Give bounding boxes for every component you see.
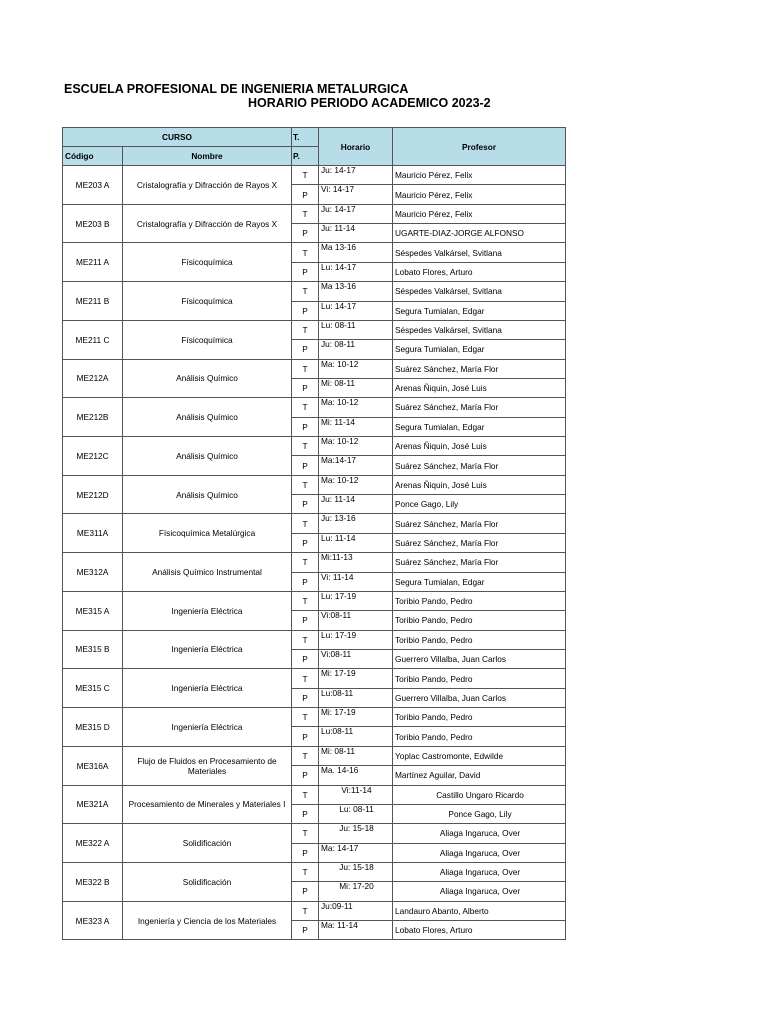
course-name: Flujo de Fluidos en Procesamiento de Materiales bbox=[123, 746, 292, 785]
session-type: T bbox=[292, 282, 319, 301]
session-type: T bbox=[292, 398, 319, 417]
school-title: ESCUELA PROFESIONAL DE INGENIERIA METALURGICA bbox=[64, 82, 409, 96]
course-code: ME315 D bbox=[63, 708, 123, 747]
course-name: Físicoquímica bbox=[123, 282, 292, 321]
professor-name: Mauricio Pérez, Felix bbox=[393, 166, 566, 185]
professor-name: Suárez Sánchez, María Flor bbox=[393, 359, 566, 378]
session-type: P bbox=[292, 533, 319, 552]
session-type: T bbox=[292, 204, 319, 223]
session-type: P bbox=[292, 572, 319, 591]
professor-name: Segura Tumialan, Edgar bbox=[393, 572, 566, 591]
professor-name: Suárez Sánchez, María Flor bbox=[393, 456, 566, 475]
professor-name: Toribio Pando, Pedro bbox=[393, 669, 566, 688]
session-type: P bbox=[292, 340, 319, 359]
table-row bbox=[63, 437, 566, 456]
professor-name: Suárez Sánchez, María Flor bbox=[393, 533, 566, 552]
professor-name: Landauro Abanto, Alberto bbox=[393, 901, 566, 920]
professor-name: Toribio Pando, Pedro bbox=[393, 727, 566, 746]
schedule-time: Lu: 17-19 bbox=[319, 630, 393, 649]
professor-name: Séspedes Valkársel, Svitlana bbox=[393, 282, 566, 301]
professor-name: Segura Tumialan, Edgar bbox=[393, 340, 566, 359]
professor-name: Castillo Ungaro Ricardo bbox=[393, 785, 566, 804]
professor-name: Toribio Pando, Pedro bbox=[393, 611, 566, 630]
session-type: T bbox=[292, 630, 319, 649]
schedule-time: Mi:11-13 bbox=[319, 553, 393, 572]
course-name: Cristalografía y Difracción de Rayos X bbox=[123, 204, 292, 243]
session-type: T bbox=[292, 669, 319, 688]
schedule-time: Ma 13-16 bbox=[319, 282, 393, 301]
session-type: T bbox=[292, 475, 319, 494]
session-type: P bbox=[292, 921, 319, 940]
session-type: T bbox=[292, 437, 319, 456]
header-horario: Horario bbox=[319, 128, 393, 166]
table-row bbox=[63, 204, 566, 223]
professor-name: Martínez Aguilar, David bbox=[393, 766, 566, 785]
course-name: Ingeniería y Ciencia de los Materiales bbox=[123, 901, 292, 940]
professor-name: Aliaga Ingaruca, Over bbox=[393, 824, 566, 843]
course-name: Ingeniería Eléctrica bbox=[123, 591, 292, 630]
professor-name: Suárez Sánchez, María Flor bbox=[393, 553, 566, 572]
professor-name: Yoplac Castromonte, Edwilde bbox=[393, 746, 566, 765]
professor-name: Toribio Pando, Pedro bbox=[393, 630, 566, 649]
table-row bbox=[63, 862, 566, 881]
schedule-time: Ma: 11-14 bbox=[319, 921, 393, 940]
session-type: T bbox=[292, 824, 319, 843]
course-name: Análisis Químico bbox=[123, 437, 292, 476]
table-row bbox=[63, 901, 566, 920]
header-curso: CURSO bbox=[63, 128, 292, 147]
course-name: Cristalografía y Difracción de Rayos X bbox=[123, 166, 292, 205]
table-row bbox=[63, 553, 566, 572]
session-type: T bbox=[292, 785, 319, 804]
course-name: Análisis Químico bbox=[123, 398, 292, 437]
table-row bbox=[63, 785, 566, 804]
course-code: ME322 A bbox=[63, 824, 123, 863]
course-name: Ingeniería Eléctrica bbox=[123, 669, 292, 708]
schedule-time: Ju: 14-17 bbox=[319, 204, 393, 223]
professor-name: Mauricio Pérez, Felix bbox=[393, 185, 566, 204]
session-type: T bbox=[292, 901, 319, 920]
session-type: P bbox=[292, 649, 319, 668]
table-row bbox=[63, 514, 566, 533]
schedule-time: Ju: 13-16 bbox=[319, 514, 393, 533]
session-type: P bbox=[292, 262, 319, 281]
session-type: P bbox=[292, 804, 319, 823]
table-row bbox=[63, 166, 566, 185]
schedule-time: Ju:09-11 bbox=[319, 901, 393, 920]
course-name: Solidificación bbox=[123, 862, 292, 901]
course-code: ME311A bbox=[63, 514, 123, 553]
course-name: Análisis Químico bbox=[123, 359, 292, 398]
session-type: P bbox=[292, 378, 319, 397]
header-profesor: Profesor bbox=[393, 128, 566, 166]
professor-name: Toribio Pando, Pedro bbox=[393, 708, 566, 727]
professor-name: Ponce Gago, Lily bbox=[393, 804, 566, 823]
course-code: ME315 A bbox=[63, 591, 123, 630]
header-t: T. bbox=[292, 128, 319, 147]
session-type: T bbox=[292, 320, 319, 339]
session-type: P bbox=[292, 224, 319, 243]
table-row bbox=[63, 630, 566, 649]
schedule-time: Vi: 14-17 bbox=[319, 185, 393, 204]
course-code: ME321A bbox=[63, 785, 123, 824]
schedule-time: Ma 13-16 bbox=[319, 243, 393, 262]
schedule-title: HORARIO PERIODO ACADEMICO 2023-2 bbox=[248, 96, 491, 110]
schedule-time: Lu: 17-19 bbox=[319, 591, 393, 610]
course-code: ME203 A bbox=[63, 166, 123, 205]
table-row bbox=[63, 591, 566, 610]
session-type: P bbox=[292, 301, 319, 320]
professor-name: Segura Tumialan, Edgar bbox=[393, 301, 566, 320]
course-name: Ingeniería Eléctrica bbox=[123, 708, 292, 747]
schedule-table bbox=[62, 127, 566, 940]
table-row bbox=[63, 475, 566, 494]
table-row bbox=[63, 320, 566, 339]
course-code: ME322 B bbox=[63, 862, 123, 901]
professor-name: Arenas Ñiquin, José Luis bbox=[393, 475, 566, 494]
session-type: T bbox=[292, 243, 319, 262]
schedule-time: Ma: 10-12 bbox=[319, 475, 393, 494]
schedule-time: Ju: 15-18 bbox=[319, 862, 393, 881]
schedule-time: Mi: 08-11 bbox=[319, 746, 393, 765]
course-code: ME203 B bbox=[63, 204, 123, 243]
course-code: ME211 B bbox=[63, 282, 123, 321]
table-row bbox=[63, 243, 566, 262]
course-code: ME312A bbox=[63, 553, 123, 592]
schedule-time: Vi:11-14 bbox=[319, 785, 393, 804]
session-type: P bbox=[292, 495, 319, 514]
table-row bbox=[63, 669, 566, 688]
schedule-time: Ma. 14-16 bbox=[319, 766, 393, 785]
professor-name: Ponce Gago, Lily bbox=[393, 495, 566, 514]
course-name: Físicoquímica bbox=[123, 243, 292, 282]
session-type: P bbox=[292, 727, 319, 746]
professor-name: Arenas Ñiquin, José Luis bbox=[393, 437, 566, 456]
course-code: ME315 C bbox=[63, 669, 123, 708]
professor-name: Lobato Flores, Arturo bbox=[393, 921, 566, 940]
schedule-time: Ju: 15-18 bbox=[319, 824, 393, 843]
professor-name: Suárez Sánchez, María Flor bbox=[393, 514, 566, 533]
schedule-time: Vi: 11-14 bbox=[319, 572, 393, 591]
schedule-time: Lu: 11-14 bbox=[319, 533, 393, 552]
schedule-time: Lu: 14-17 bbox=[319, 262, 393, 281]
schedule-body bbox=[63, 166, 566, 940]
course-code: ME212A bbox=[63, 359, 123, 398]
session-type: T bbox=[292, 166, 319, 185]
schedule-time: Lu: 08-11 bbox=[319, 804, 393, 823]
table-row bbox=[63, 824, 566, 843]
course-code: ME211 A bbox=[63, 243, 123, 282]
schedule-time: Lu: 14-17 bbox=[319, 301, 393, 320]
schedule-time: Ju: 11-14 bbox=[319, 495, 393, 514]
professor-name: Aliaga Ingaruca, Over bbox=[393, 862, 566, 881]
schedule-time: Mi: 17-19 bbox=[319, 669, 393, 688]
schedule-time: Lu:08-11 bbox=[319, 688, 393, 707]
course-name: Análisis Químico bbox=[123, 475, 292, 514]
session-type: P bbox=[292, 843, 319, 862]
professor-name: Séspedes Valkársel, Svitlana bbox=[393, 243, 566, 262]
professor-name: Aliaga Ingaruca, Over bbox=[393, 843, 566, 862]
professor-name: Arenas Ñiquin, José Luis bbox=[393, 378, 566, 397]
professor-name: Toribio Pando, Pedro bbox=[393, 591, 566, 610]
session-type: P bbox=[292, 185, 319, 204]
session-type: P bbox=[292, 688, 319, 707]
course-name: Físicoquímica Metalúrgica bbox=[123, 514, 292, 553]
professor-name: Aliaga Ingaruca, Over bbox=[393, 882, 566, 901]
course-code: ME212C bbox=[63, 437, 123, 476]
schedule-time: Lu: 08-11 bbox=[319, 320, 393, 339]
schedule-time: Ma: 14-17 bbox=[319, 843, 393, 862]
table-row bbox=[63, 282, 566, 301]
course-code: ME212B bbox=[63, 398, 123, 437]
schedule-time: Ma: 10-12 bbox=[319, 359, 393, 378]
session-type: T bbox=[292, 591, 319, 610]
professor-name: Mauricio Pérez, Felix bbox=[393, 204, 566, 223]
header-codigo: Código bbox=[63, 147, 123, 166]
session-type: P bbox=[292, 456, 319, 475]
professor-name: Lobato Flores, Arturo bbox=[393, 262, 566, 281]
header-nombre: Nombre bbox=[123, 147, 292, 166]
table-row bbox=[63, 359, 566, 378]
schedule-time: Ju: 08-11 bbox=[319, 340, 393, 359]
course-code: ME212D bbox=[63, 475, 123, 514]
professor-name: UGARTE-DIAZ-JORGE ALFONSO bbox=[393, 224, 566, 243]
table-row bbox=[63, 746, 566, 765]
course-name: Procesamiento de Minerales y Materiales I bbox=[123, 785, 292, 824]
schedule-time: Mi: 17-20 bbox=[319, 882, 393, 901]
schedule-time: Vi:08-11 bbox=[319, 649, 393, 668]
professor-name: Guerrero Villalba, Juan Carlos bbox=[393, 688, 566, 707]
schedule-time: Ju: 14-17 bbox=[319, 166, 393, 185]
course-name: Análisis Químico Instrumental bbox=[123, 553, 292, 592]
schedule-time: Mi: 11-14 bbox=[319, 417, 393, 436]
professor-name: Suárez Sánchez, María Flor bbox=[393, 398, 566, 417]
session-type: P bbox=[292, 611, 319, 630]
professor-name: Segura Tumialan, Edgar bbox=[393, 417, 566, 436]
session-type: T bbox=[292, 553, 319, 572]
professor-name: Guerrero Villalba, Juan Carlos bbox=[393, 649, 566, 668]
session-type: P bbox=[292, 882, 319, 901]
course-name: Ingeniería Eléctrica bbox=[123, 630, 292, 669]
schedule-time: Vi:08-11 bbox=[319, 611, 393, 630]
course-code: ME315 B bbox=[63, 630, 123, 669]
session-type: T bbox=[292, 746, 319, 765]
session-type: P bbox=[292, 766, 319, 785]
session-type: T bbox=[292, 514, 319, 533]
schedule-time: Ma: 10-12 bbox=[319, 398, 393, 417]
session-type: P bbox=[292, 417, 319, 436]
session-type: T bbox=[292, 359, 319, 378]
table-row bbox=[63, 398, 566, 417]
course-code: ME211 C bbox=[63, 320, 123, 359]
course-name: Solidificación bbox=[123, 824, 292, 863]
course-name: Físicoquímica bbox=[123, 320, 292, 359]
header-p: P. bbox=[292, 147, 319, 166]
schedule-time: Ju: 11-14 bbox=[319, 224, 393, 243]
schedule-time: Ma: 10-12 bbox=[319, 437, 393, 456]
schedule-time: Mi: 17-19 bbox=[319, 708, 393, 727]
schedule-time: Lu:08-11 bbox=[319, 727, 393, 746]
schedule-time: Ma:14-17 bbox=[319, 456, 393, 475]
course-code: ME316A bbox=[63, 746, 123, 785]
schedule-time: Mi: 08-11 bbox=[319, 378, 393, 397]
course-code: ME323 A bbox=[63, 901, 123, 940]
session-type: T bbox=[292, 708, 319, 727]
professor-name: Séspedes Valkársel, Svitlana bbox=[393, 320, 566, 339]
table-row bbox=[63, 708, 566, 727]
session-type: T bbox=[292, 862, 319, 881]
